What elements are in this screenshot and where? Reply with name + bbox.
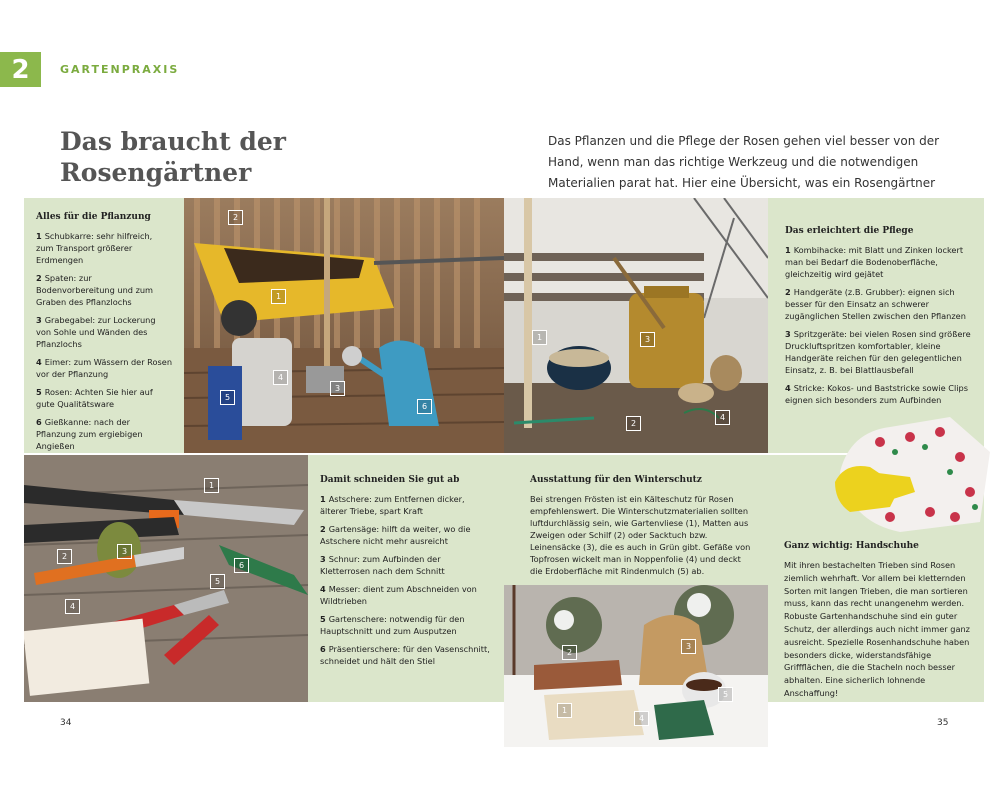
winterschutz-panel [504, 455, 768, 585]
photo-number-label: 4 [634, 711, 649, 726]
list-item: 2 Spaten: zur Bodenvorbereitung und zum Graben des Pflanzlochs [36, 273, 154, 307]
list-item: 4 Eimer: zum Wässern der Rosen vor der Pflanzung [36, 357, 173, 379]
photo-number-label: 5 [210, 574, 225, 589]
photo-number-label: 4 [715, 410, 730, 425]
photo-number-label: 1 [204, 478, 219, 493]
schnitt-title: Damit schneiden Sie gut ab [320, 475, 460, 485]
list-item: 1 Schubkarre: sehr hilfreich, zum Transport größerer Erdmengen [36, 231, 153, 265]
gloves-photo [830, 412, 1000, 538]
list-item: 2 Handgeräte (z.B. Grubber): eignen sich besser für den Einsatz an schwerer zugänglichen Stellen zwischen den Pflanzen [785, 287, 966, 321]
page-number-right: 35 [937, 718, 949, 728]
list-item: 4 Messer: dient zum Abschneiden von Wildtrieben [320, 584, 477, 606]
photo-number-label: 3 [330, 381, 345, 396]
list-item: 1 Astschere: zum Entfernen dicker, älterer Triebe, spart Kraft [320, 494, 465, 516]
intro-text: Das Pflanzen und die Pflege der Rosen gehen viel besser von der Hand, wenn man das richtige Werkzeug und die notwendigen Materialien parat hat. Hier eine Übersicht, was ein Rosengärtner [548, 134, 940, 190]
list-item: 6 Gießkanne: nach der Pflanzung zum ergiebigen Angießen [36, 417, 143, 451]
photo-number-label: 3 [640, 332, 655, 347]
photo-number-label: 6 [234, 558, 249, 573]
handschuhe-text-block [784, 541, 976, 700]
list-item: 3 Grabegabel: zur Lockerung von Sohle und Wänden des Pflanzlochs [36, 315, 156, 349]
photo-number-label: 2 [562, 645, 577, 660]
photo-number-label: 1 [532, 330, 547, 345]
page-number-left: 34 [60, 718, 72, 728]
page-title [60, 126, 360, 188]
photo-number-label: 3 [117, 544, 132, 559]
list-item: 4 Stricke: Kokos- und Baststricke sowie Clips eignen sich besonders zum Aufbinden [785, 383, 968, 405]
schnitt-panel [308, 455, 504, 702]
photo-number-label: 2 [626, 416, 641, 431]
page-title-line1: Das braucht der [60, 127, 286, 156]
photo-number-label: 3 [681, 639, 696, 654]
photo-number-label: 6 [417, 399, 432, 414]
photo-number-label: 4 [65, 599, 80, 614]
pflanzung-panel [24, 198, 184, 453]
photo-cutting-tools [24, 455, 308, 702]
photo-number-label: 1 [557, 703, 572, 718]
winterschutz-text: Bei strengen Frösten ist ein Kälteschutz für Rosen empfehlenswert. Die Winterschutzmaterialien sollten luftdurchlässig sein, wie Gartenvliese (1), Matten aus Zweigen oder Schilf (2) oder Sacktuch bzw. Leinensäcke (3), die es auch in Grün gibt. Gefäße von Topfrosen wickelt man in Noppenfolie (4) und deckt die Erdoberfläche mit Rindenmulch (5) ab. [530, 494, 751, 576]
pflanzung-title: Alles für die Pflanzung [36, 212, 151, 222]
handschuhe-title: Ganz wichtig: Handschuhe [784, 541, 919, 551]
photo-planting-tools [184, 198, 504, 453]
photo-winter-protection [504, 585, 768, 747]
photo-number-label: 4 [273, 370, 288, 385]
photo-care-tools [504, 198, 768, 453]
list-item: 5 Gartenschere: notwendig für den Hauptschnitt und zum Ausputzen [320, 614, 465, 636]
winterschutz-title: Ausstattung für den Winterschutz [530, 475, 702, 485]
photo-number-label: 2 [57, 549, 72, 564]
handschuhe-text: Mit ihren bestachelten Trieben sind Rosen ziemlich wehrhaft. Vor allem bei kletternden Sorten mit langen Trieben, die man sortieren muss, kann das recht unangenehm werden. Robuste Gartenhandschuhe sind ein guter Schutz, der allerdings auch nicht immer ganz ausreicht. Spezielle Rosenhandschuhe haben besonders dicke, widerstandsfähige Griffflächen, die die Stacheln noch besser abhalten. Eine sicherlich lohnende Anschaffung! [784, 560, 970, 698]
list-item: 1 Kombihacke: mit Blatt und Zinken lockert man bei Bedarf die Bodenoberfläche, gleichzeitig wird gejätet [785, 245, 964, 279]
photo-number-label: 1 [271, 289, 286, 304]
list-item: 3 Schnur: zum Aufbinden der Kletterrosen nach dem Schnitt [320, 554, 445, 576]
list-item: 2 Gartensäge: hilft da weiter, wo die Astschere nicht mehr ausreicht [320, 524, 471, 546]
chapter-number: 2 [0, 52, 41, 87]
list-item: 5 Rosen: Achten Sie hier auf gute Qualitätsware [36, 387, 153, 409]
list-item: 3 Spritzgeräte: bei vielen Rosen sind größere Druckluftspritzen komfortabler, kleine Handgeräte reichen für den gelegentlichen Einsatz, z. B. bei Blattlausbefall [785, 329, 971, 375]
list-item: 6 Präsentierschere: für den Vasenschnitt, schneidet und hält den Stiel [320, 644, 490, 666]
photo-number-label: 5 [220, 390, 235, 405]
section-label: GARTENPRAXIS [60, 63, 180, 76]
pflege-title: Das erleichtert die Pflege [785, 226, 914, 236]
photo-number-label: 5 [718, 687, 733, 702]
page-title-line2: Rosengärtner [60, 158, 252, 187]
photo-number-label: 2 [228, 210, 243, 225]
